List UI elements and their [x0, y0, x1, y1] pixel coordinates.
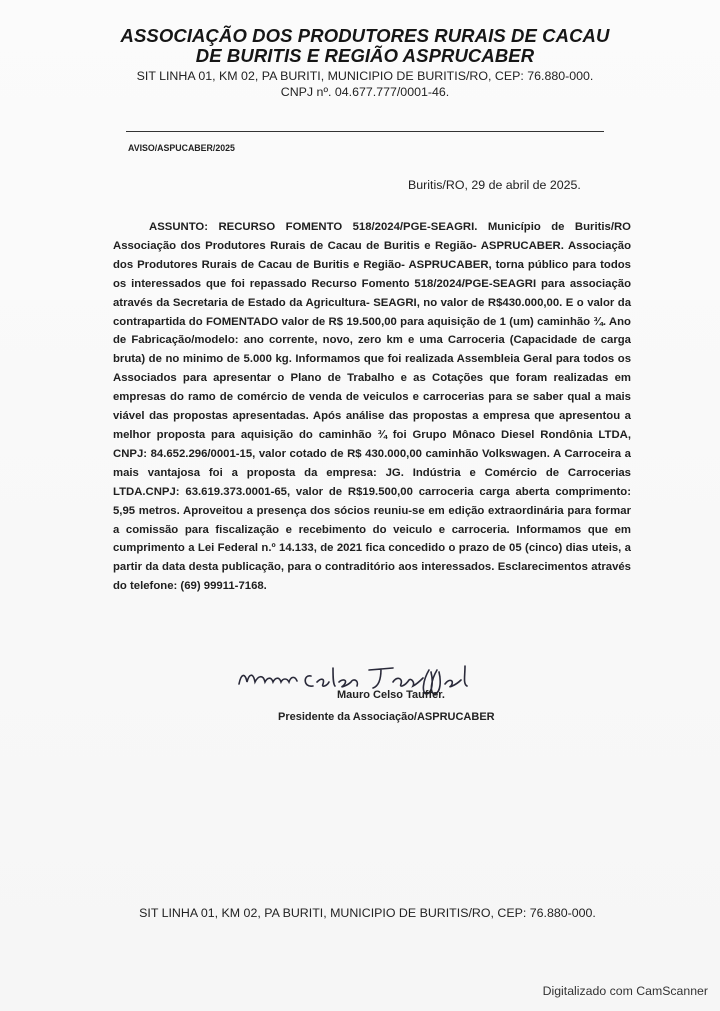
letterhead-address: SIT LINHA 01, KM 02, PA BURITI, MUNICIPIO DE BURITIS/RO, CEP: 76.880-000.: [136, 69, 594, 83]
scanner-watermark: Digitalizado com CamScanner: [542, 984, 708, 998]
notice-body: ASSUNTO: RECURSO FOMENTO 518/2024/PGE-SEAGRI. Município de Buritis/RO Associação dos Produtores Rurais de Cacau de Buritis e Região- ASPRUCABER. Associação dos Produtores Rurais de Cacau de Buritis e Região- ASPRUCABER, torna público para todos os interessados que foi repassado Recurso Fomento 518/2024/PGE-SEAGRI para associação através da Secretaria de Estado da Agricultura- SEAGRI, no valor de R$430.000,00. E o valor da contrapartida do FOMENTADO valor de R$ 19.500,00 para aquisição de 1 (um) caminhão ¾. Ano de Fabricação/modelo: ano corrente, novo, zero km e uma Carroceria (Capacidade de carga bruta) de no minimo de 5.000 kg. Informamos que foi realizada Assembleia Geral para todos os Associados para apresentar o Plano de Trabalho e as Cotações que foram realizadas em empresas do ramo de comércio de venda de veiculos e carrocerias para se saber qual a mais viável das propostas apresentadas. Após análise das propostas a empresa que apresentou a melhor proposta para aquisição do caminhão ¾ foi Grupo Mônaco Diesel Rondônia LTDA, CNPJ: 84.652.296/0001-15, valor cotado de R$ 430.000,00 caminhão Volkswagen. A Carroceira a mais vantajosa foi a proposta da empresa: JG. Indústria e Comércio de Carrocerias LTDA.CNPJ: 63.619.373.0001-65, valor de R$19.500,00 carroceria carga aberta comprimento: 5,95 metros. Aproveitou a presença dos sócios reuniu-se em edição extraordinária para formar a comissão para fiscalização e recebimento do veiculo e carroceria. Informamos que em cumprimento a Lei Federal n.º 14.133, de 2021 fica concedido o prazo de 05 (cinco) dias uteis, a partir da data desta publicação, para o contraditório aos interessados. Esclarecimentos através do telefone: (69) 99911-7168.: [113, 221, 631, 593]
letterhead-cnpj: CNPJ nº. 04.677.777/0001-46.: [280, 85, 450, 99]
letterhead: [60, 26, 670, 100]
document-date: Buritis/RO, 29 de abril de 2025.: [408, 178, 581, 192]
signer-role: Presidente da Associação/ASPRUCABER: [278, 711, 495, 723]
reference-code: AVISO/ASPUCABER/2025: [128, 143, 235, 153]
letterhead-title-line2: DE BURITIS E REGIÃO ASPRUCABER: [195, 45, 535, 66]
signer-name: Mauro Celso Tauffer.: [337, 689, 445, 701]
letterhead-title-line1: ASSOCIAÇÃO DOS PRODUTORES RURAIS DE CACAU: [120, 25, 610, 46]
header-divider: [126, 131, 604, 132]
footer-address: SIT LINHA 01, KM 02, PA BURITI, MUNICIPIO DE BURITIS/RO, CEP: 76.880-000.: [139, 906, 596, 920]
